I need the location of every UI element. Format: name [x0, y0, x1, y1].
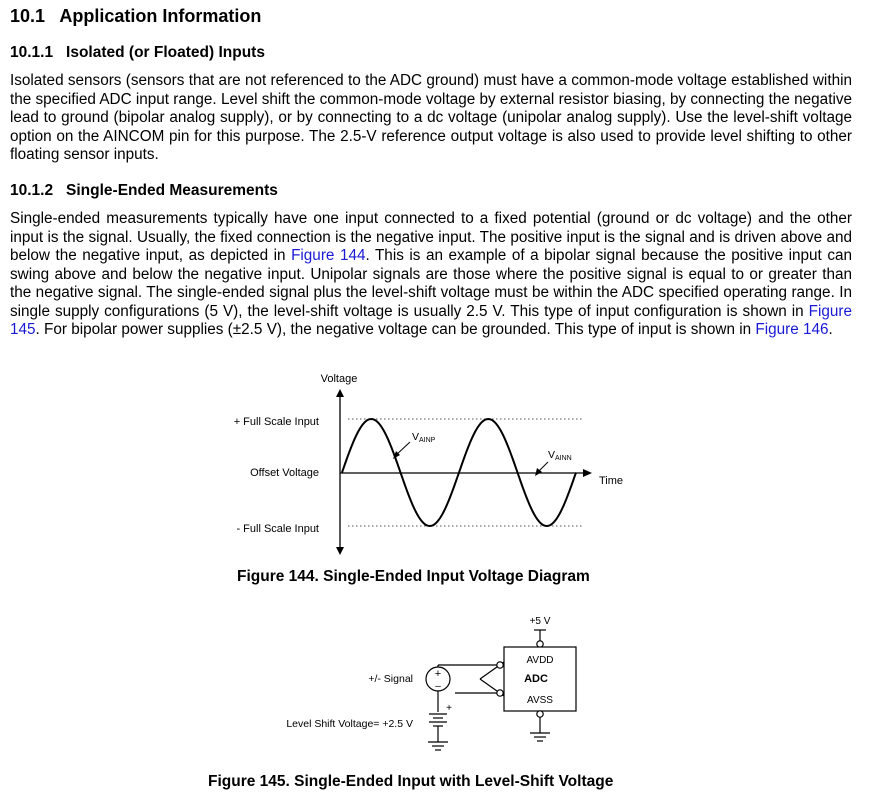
vainp-label: VAINP — [412, 431, 436, 444]
figure-144-link[interactable]: Figure 144 — [291, 247, 366, 264]
section-title: Application Information — [59, 6, 262, 26]
isolated-inputs-paragraph: Isolated sensors (sensors that are not referenced to the ADC ground) must have a common-mode voltage established within the specified ADC input range. Level shift the common-mode voltage by external resistor biasing, by connecting the negative lead to ground (bipolar analog supply), or by connecting to a dc voltage (unipolar analog supply). Use the level-shift voltage option on the AINCOM pin for this purpose. The 2.5-V reference output voltage is also used to provide level shifting to other floating sensor inputs. — [10, 72, 852, 163]
figure-145-link[interactable]: Figure 145 — [10, 302, 852, 338]
subsection-title: Isolated (or Floated) Inputs — [66, 44, 265, 61]
subsection-number: 10.1.1 — [10, 44, 54, 61]
paragraph-text: Single-ended measurements typically have one input connected to a fixed potential (ground or dc voltage) and the other input is the signal. Usually, the fixed connection is the negative input. The positive input is the signal and is driven above and below the negative input, as depicted in — [10, 210, 852, 264]
avdd-label: AVDD — [526, 655, 554, 666]
battery-plus-sign: + — [446, 703, 452, 714]
level-shift-label: Level Shift Voltage= +2.5 V — [286, 718, 413, 730]
x-axis-label: Time — [599, 475, 624, 487]
ainp-pin — [497, 662, 503, 668]
source-plus-sign: + — [434, 668, 442, 680]
paragraph-text: . — [828, 321, 833, 338]
figure-146-link[interactable]: Figure 146 — [755, 321, 829, 338]
positive-full-scale-label: + Full Scale Input — [233, 416, 319, 428]
avss-label: AVSS — [527, 695, 553, 706]
adc-label: ADC — [524, 673, 548, 685]
source-minus-sign: – — [435, 681, 441, 692]
paragraph-text: . For bipolar power supplies (±2.5 V), the negative voltage can be grounded. This type of input is shown in — [35, 321, 756, 338]
signal-label: +/- Signal — [368, 673, 413, 685]
figure-145-caption: Figure 145. Single-Ended Input with Level-Shift Voltage — [208, 773, 614, 790]
vainn-label: VAINN — [548, 449, 572, 462]
avdd-pin — [537, 641, 543, 647]
y-axis-label: Voltage — [320, 373, 358, 385]
figure-144-caption: Figure 144. Single-Ended Input Voltage Diagram — [237, 568, 590, 585]
subsection-number: 10.1.2 — [10, 182, 54, 199]
section-number: 10.1 — [10, 6, 46, 26]
avss-pin — [537, 711, 543, 717]
paragraph-text: . This is an example of a bipolar signal because the positive input can swing above and below the negative input. Unipolar signals are those where the positive signal is equal to or greater than the negative signal. The single-ended signal plus the level-shift voltage must be within the ADC specified operating range. In single supply configurations (5 V), the level-shift voltage is usually 2.5 V. This type of input configuration is shown in — [10, 247, 852, 320]
supply-voltage-label: +5 V — [529, 616, 551, 627]
offset-voltage-label: Offset Voltage — [250, 467, 319, 479]
ainn-pin — [497, 690, 503, 696]
negative-full-scale-label: - Full Scale Input — [236, 523, 319, 535]
subsection-title: Single-Ended Measurements — [66, 182, 278, 199]
